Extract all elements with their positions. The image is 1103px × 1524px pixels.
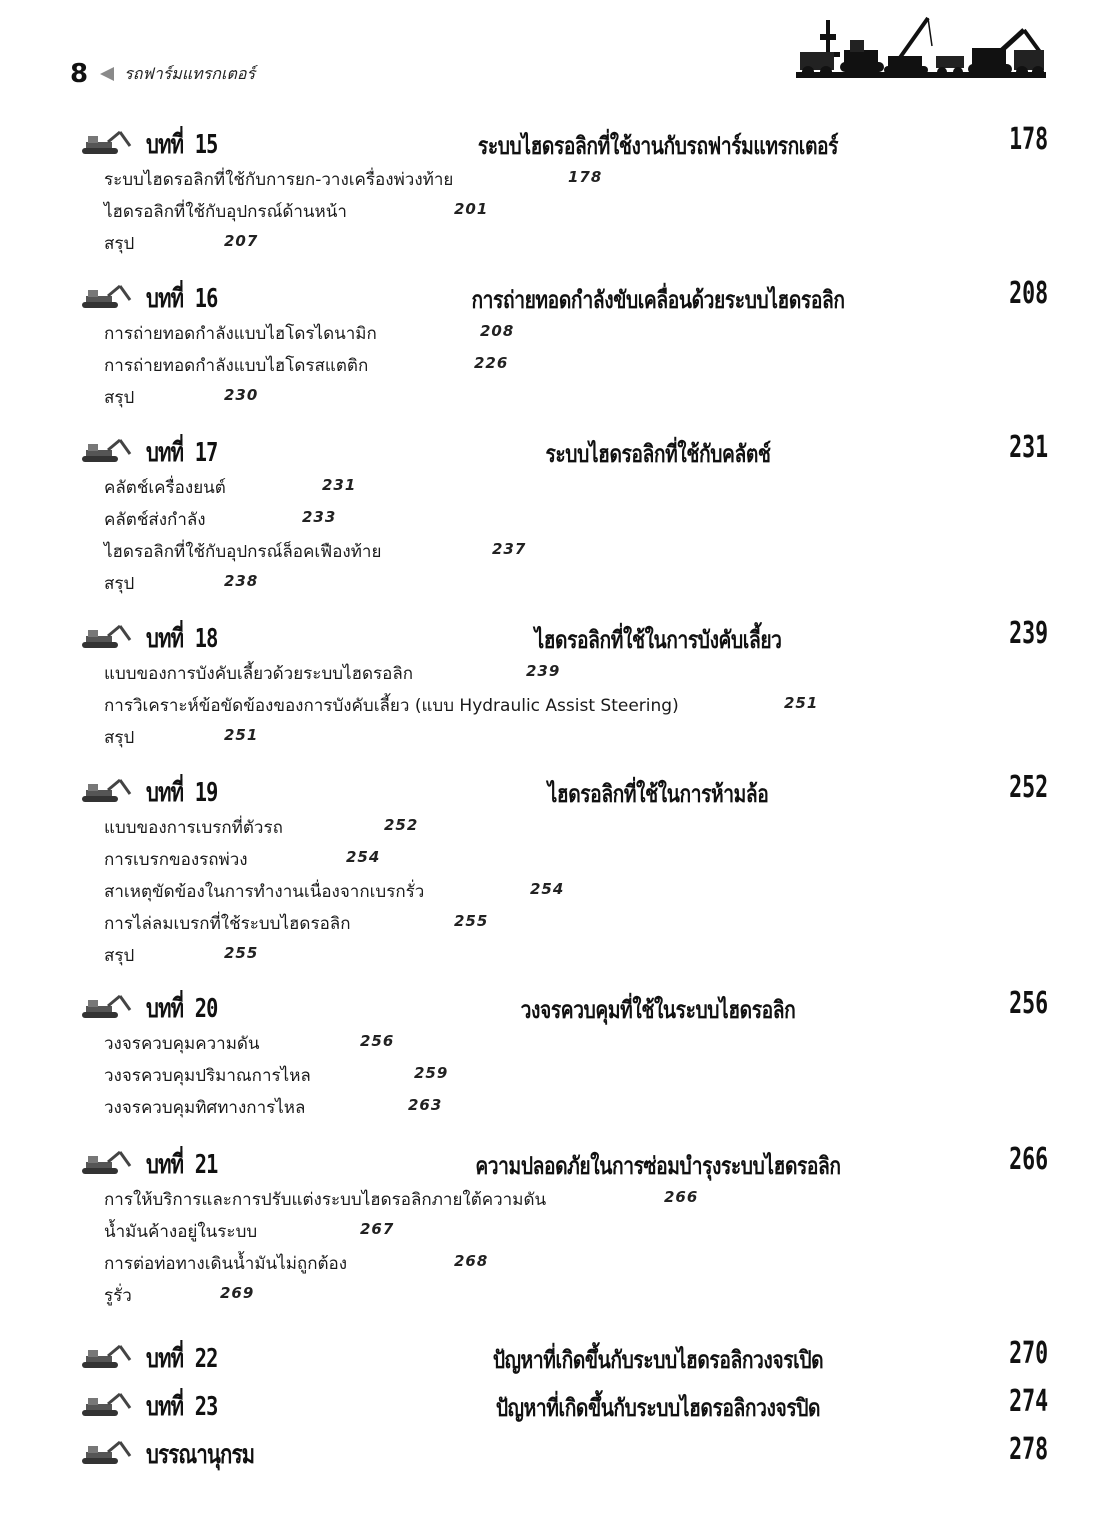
excavator-icon bbox=[78, 992, 132, 1020]
entry-text: สาเหตุขัดข้องในการทำงานเนื่องจากเบรกรั่ว bbox=[104, 882, 425, 902]
entry-text: วงจรควบคุมปริมาณการไหล bbox=[104, 1066, 311, 1086]
arrow-left-icon bbox=[100, 67, 114, 81]
chapter-title: วงจรควบคุมที่ใช้ในระบบไฮดรอลิก bbox=[520, 996, 796, 1024]
chapter-title: การถ่ายทอดกำลังขับเคลื่อนด้วยระบบไฮดรอลิก bbox=[471, 286, 845, 314]
entry-page: 259 bbox=[414, 1064, 449, 1082]
entry-page: 267 bbox=[360, 1220, 395, 1238]
toc-entry[interactable] bbox=[104, 1214, 1048, 1246]
entry-text: การต่อท่อทางเดินน้ำมันไม่ถูกต้อง bbox=[104, 1254, 348, 1274]
chapter-heading[interactable] bbox=[78, 1144, 1048, 1182]
entry-text: สรุป bbox=[104, 388, 135, 408]
chapter-page: 274 bbox=[1008, 1384, 1048, 1419]
entry-page: 230 bbox=[224, 386, 259, 404]
chapter-label: บรรณานุกรม bbox=[146, 1440, 255, 1470]
chapter-18 bbox=[78, 618, 1048, 752]
entry-text: การถ่ายทอดกำลังแบบไฮโดรไดนามิก bbox=[104, 324, 377, 344]
book-title: รถฟาร์มแทรกเตอร์ bbox=[124, 63, 256, 83]
toc-entry[interactable] bbox=[104, 380, 1048, 412]
chapter-heading[interactable] bbox=[78, 1386, 1048, 1424]
chapter-title: ระบบไฮดรอลิกที่ใช้กับคลัตช์ bbox=[545, 440, 771, 468]
excavator-icon bbox=[78, 776, 132, 804]
chapter-title: ปัญหาที่เกิดขึ้นกับระบบไฮดรอลิกวงจรเปิด bbox=[492, 1346, 824, 1374]
chapter-heading[interactable] bbox=[78, 278, 1048, 316]
entry-text: สรุป bbox=[104, 234, 135, 254]
entry-text: การให้บริการและการปรับแต่งระบบไฮดรอลิกภายใต้ความดัน bbox=[104, 1190, 547, 1210]
excavator-icon bbox=[78, 436, 132, 464]
chapter-22 bbox=[78, 1338, 1048, 1376]
toc-entry[interactable] bbox=[104, 656, 1048, 688]
chapter-page: 256 bbox=[1008, 986, 1048, 1021]
entry-page: 251 bbox=[784, 694, 819, 712]
chapter-heading[interactable] bbox=[78, 1338, 1048, 1376]
entry-page: 208 bbox=[480, 322, 515, 340]
entry-text: ระบบไฮดรอลิกที่ใช้กับการยก-วางเครื่องพ่วงท้าย bbox=[104, 170, 454, 190]
entry-page: 255 bbox=[454, 912, 489, 930]
chapter-label: บทที่ 15 bbox=[146, 130, 218, 160]
excavator-icon bbox=[78, 1390, 132, 1418]
chapter-17 bbox=[78, 432, 1048, 598]
chapter-20 bbox=[78, 988, 1048, 1122]
toc-entry[interactable] bbox=[104, 316, 1048, 348]
entry-page: 252 bbox=[384, 816, 419, 834]
excavator-icon bbox=[78, 1438, 132, 1466]
toc-entry[interactable] bbox=[104, 1246, 1048, 1278]
chapter-21 bbox=[78, 1144, 1048, 1310]
page-header bbox=[70, 56, 255, 92]
toc-entry[interactable] bbox=[104, 162, 1048, 194]
chapter-19 bbox=[78, 772, 1048, 970]
chapter-label: บทที่ 16 bbox=[146, 284, 218, 314]
toc-entry[interactable] bbox=[104, 1278, 1048, 1310]
excavator-icon bbox=[78, 1342, 132, 1370]
chapter-title: ระบบไฮดรอลิกที่ใช้งานกับรถฟาร์มแทรกเตอร์ bbox=[477, 132, 839, 160]
entry-text: สรุป bbox=[104, 574, 135, 594]
chapter-label: บทที่ 21 bbox=[146, 1150, 218, 1180]
toc-entry[interactable] bbox=[104, 1090, 1048, 1122]
toc-entry[interactable] bbox=[104, 470, 1048, 502]
chapter-label: บทที่ 22 bbox=[146, 1344, 218, 1374]
entry-text: การถ่ายทอดกำลังแบบไฮโดรสแตติก bbox=[104, 356, 369, 376]
toc-entry[interactable] bbox=[104, 874, 1048, 906]
toc-entry[interactable] bbox=[104, 566, 1048, 598]
entry-text: แบบของการบังคับเลี้ยวด้วยระบบไฮดรอลิก bbox=[104, 664, 414, 684]
chapter-page: 266 bbox=[1008, 1142, 1048, 1177]
chapter-label: บทที่ 17 bbox=[146, 438, 218, 468]
toc-entry[interactable] bbox=[104, 1182, 1048, 1214]
entry-text: น้ำมันค้างอยู่ในระบบ bbox=[104, 1222, 258, 1242]
entry-page: 254 bbox=[530, 880, 565, 898]
chapter-page: 252 bbox=[1008, 770, 1048, 805]
entry-page: 237 bbox=[492, 540, 527, 558]
chapter-page: 178 bbox=[1008, 122, 1048, 157]
chapter-title: ไฮดรอลิกที่ใช้ในการห้ามล้อ bbox=[547, 780, 769, 808]
bibliography bbox=[78, 1434, 1048, 1472]
chapter-page: 231 bbox=[1008, 430, 1048, 465]
toc-entry[interactable] bbox=[104, 720, 1048, 752]
excavator-icon bbox=[78, 1148, 132, 1176]
toc-entry[interactable] bbox=[104, 688, 1048, 720]
toc-entry[interactable] bbox=[104, 842, 1048, 874]
entry-text: ไฮดรอลิกที่ใช้กับอุปกรณ์ด้านหน้า bbox=[104, 202, 347, 222]
excavator-icon bbox=[78, 128, 132, 156]
entry-page: 231 bbox=[322, 476, 357, 494]
toc-entry[interactable] bbox=[104, 194, 1048, 226]
toc-entry[interactable] bbox=[104, 1026, 1048, 1058]
construction-machinery-icon bbox=[796, 12, 1046, 84]
chapter-label: บทที่ 20 bbox=[146, 994, 218, 1024]
entry-text: คลัตช์เครื่องยนต์ bbox=[104, 478, 226, 498]
entry-page: 201 bbox=[454, 200, 489, 218]
entry-text: รูรั่ว bbox=[104, 1286, 132, 1306]
chapter-16 bbox=[78, 278, 1048, 412]
chapter-15 bbox=[78, 124, 1048, 258]
chapter-label: บทที่ 23 bbox=[146, 1392, 218, 1422]
entry-text: สรุป bbox=[104, 728, 135, 748]
chapter-heading[interactable] bbox=[78, 1434, 1048, 1472]
toc-entry[interactable] bbox=[104, 226, 1048, 258]
entry-text: การไล่ลมเบรกที่ใช้ระบบไฮดรอลิก bbox=[104, 914, 351, 934]
toc-entry[interactable] bbox=[104, 1058, 1048, 1090]
toc-entry[interactable] bbox=[104, 534, 1048, 566]
entry-page: 238 bbox=[224, 572, 259, 590]
entry-page: 254 bbox=[346, 848, 381, 866]
chapter-label: บทที่ 19 bbox=[146, 778, 218, 808]
chapter-page: 270 bbox=[1008, 1336, 1048, 1371]
entry-text: สรุป bbox=[104, 946, 135, 966]
entry-text: คลัตช์ส่งกำลัง bbox=[104, 510, 206, 530]
entry-page: 255 bbox=[224, 944, 259, 962]
entry-text: วงจรควบคุมความดัน bbox=[104, 1034, 260, 1054]
chapter-heading[interactable] bbox=[78, 618, 1048, 656]
chapter-heading[interactable] bbox=[78, 432, 1048, 470]
entry-page: 233 bbox=[302, 508, 337, 526]
entry-text: แบบของการเบรกที่ตัวรถ bbox=[104, 818, 283, 838]
entry-page: 268 bbox=[454, 1252, 489, 1270]
toc-entry[interactable] bbox=[104, 502, 1048, 534]
toc-entry[interactable] bbox=[104, 906, 1048, 938]
chapter-heading[interactable] bbox=[78, 124, 1048, 162]
chapter-title: ปัญหาที่เกิดขึ้นกับระบบไฮดรอลิกวงจรปิด bbox=[495, 1394, 821, 1422]
entry-text: การเบรกของรถพ่วง bbox=[104, 850, 248, 870]
chapter-title: ความปลอดภัยในการซ่อมบำรุงระบบไฮดรอลิก bbox=[475, 1152, 841, 1180]
entry-page: 263 bbox=[408, 1096, 443, 1114]
toc-entry[interactable] bbox=[104, 810, 1048, 842]
entry-page: 256 bbox=[360, 1032, 395, 1050]
entry-page: 226 bbox=[474, 354, 509, 372]
toc-entry[interactable] bbox=[104, 938, 1048, 970]
entry-page: 269 bbox=[220, 1284, 255, 1302]
chapter-title: ไฮดรอลิกที่ใช้ในการบังคับเลี้ยว bbox=[534, 626, 782, 654]
entry-page: 266 bbox=[664, 1188, 699, 1206]
chapter-23 bbox=[78, 1386, 1048, 1424]
entry-text: การวิเคราะห์ข้อขัดข้องของการบังคับเลี้ยว (แบบ Hydraulic Assist Steering) bbox=[104, 696, 679, 716]
chapter-page: 239 bbox=[1008, 616, 1048, 651]
entry-text: ไฮดรอลิกที่ใช้กับอุปกรณ์ล็อคเฟืองท้าย bbox=[104, 542, 382, 562]
entry-page: 178 bbox=[568, 168, 603, 186]
entry-page: 239 bbox=[526, 662, 561, 680]
chapter-page: 208 bbox=[1008, 276, 1048, 311]
entry-page: 207 bbox=[224, 232, 259, 250]
chapter-heading[interactable] bbox=[78, 988, 1048, 1026]
excavator-icon bbox=[78, 622, 132, 650]
excavator-icon bbox=[78, 282, 132, 310]
page-number: 8 bbox=[70, 59, 89, 89]
chapter-page: 278 bbox=[1008, 1432, 1048, 1467]
entry-page: 251 bbox=[224, 726, 259, 744]
chapter-heading[interactable] bbox=[78, 772, 1048, 810]
toc-entry[interactable] bbox=[104, 348, 1048, 380]
chapter-label: บทที่ 18 bbox=[146, 624, 218, 654]
entry-text: วงจรควบคุมทิศทางการไหล bbox=[104, 1098, 306, 1118]
